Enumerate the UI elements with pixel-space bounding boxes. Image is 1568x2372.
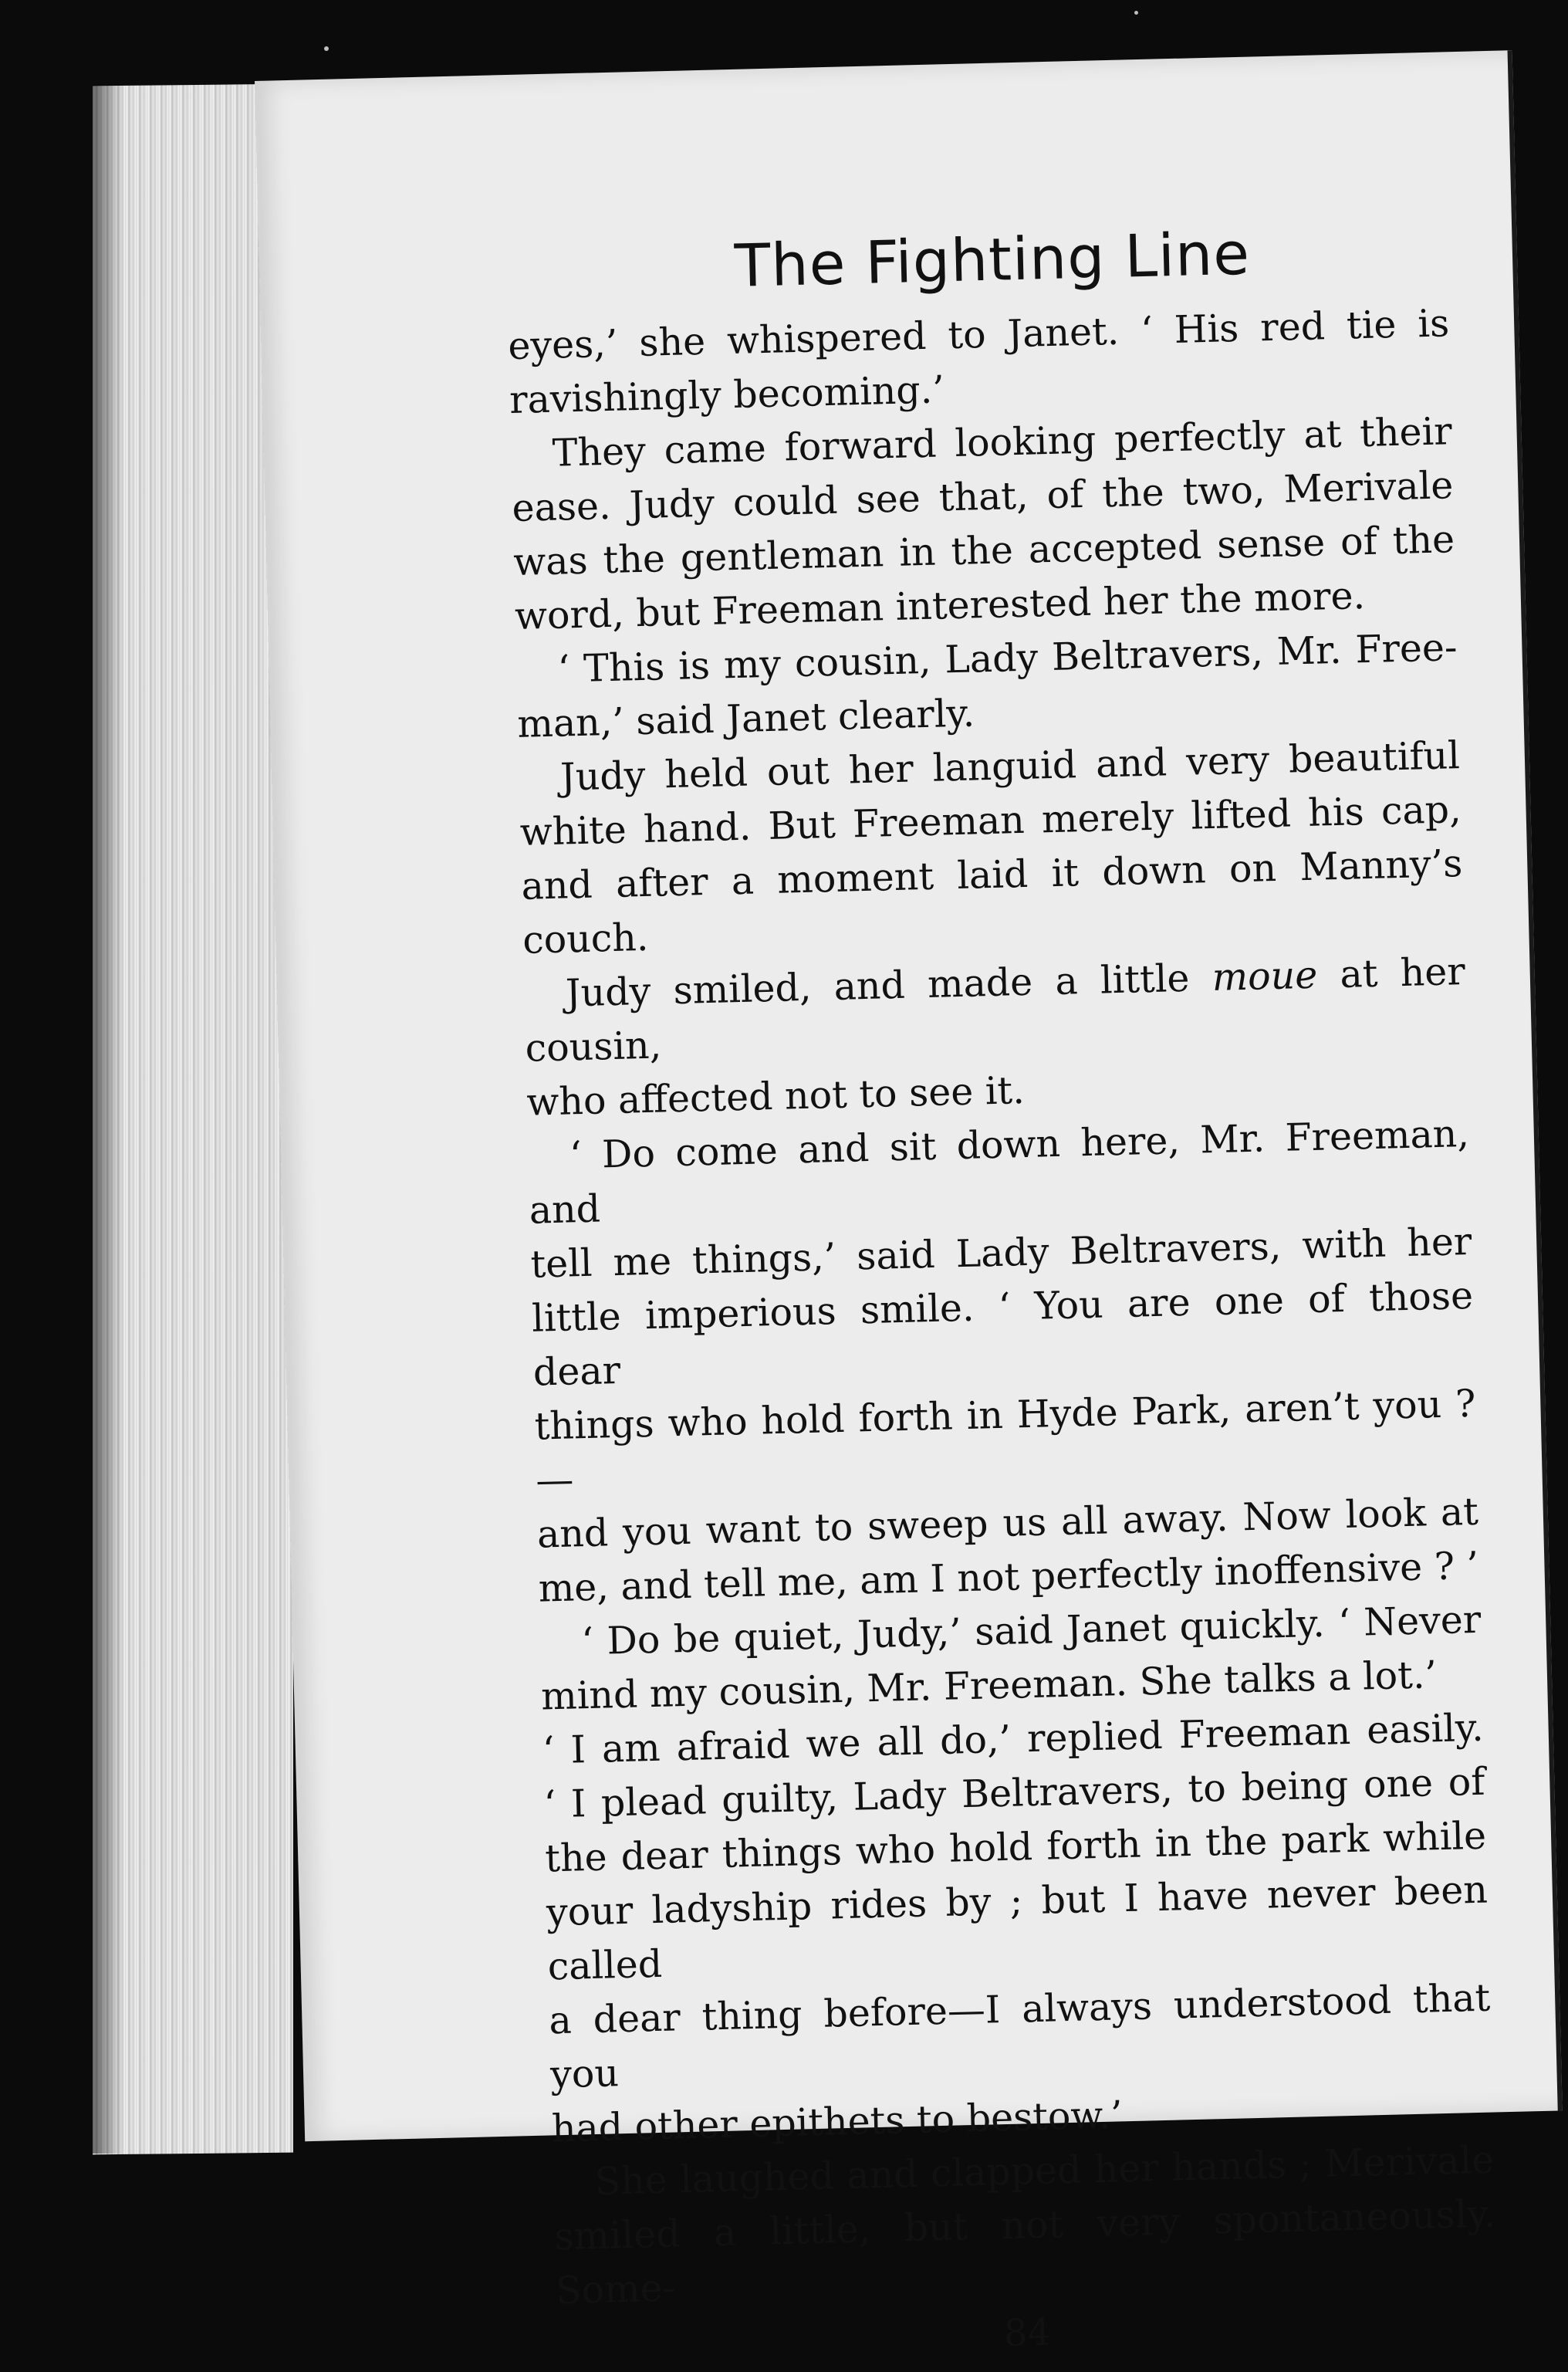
page-number: 84 (1003, 2310, 1052, 2356)
text-line: man,’ said Janet clearly. (516, 691, 975, 746)
text-line: ease. Judy could see that, of the two, Merivale (511, 463, 1454, 531)
text-line: was the gentleman in the accepted sense of the (512, 517, 1455, 584)
italic-word: moue (1211, 953, 1318, 1000)
text-line: had other epithets to bestow.’ (551, 2093, 1124, 2151)
text-line: ‘ Do be quiet, Judy,’ said Janet quickly. ‘ Never (580, 1597, 1482, 1664)
text-line: eyes,’ she whispered to Janet. ‘ His red tie is (507, 301, 1450, 369)
text-line: ‘ This is my cousin, Lady Beltravers, Mr. Free- (557, 625, 1458, 692)
text-line: and you want to sweep us all away. Now look at (536, 1489, 1479, 1557)
text-line: ravishingly becoming.’ (509, 367, 945, 423)
paragraph (542, 1701, 1493, 2157)
body-text (508, 296, 1498, 2318)
text-line: She laughed and clapped her hands ; Merivale (593, 2137, 1495, 2205)
text-run: at her cousin, (525, 949, 1466, 1071)
text-line: and after a moment laid it down on Manny’s couch. (520, 841, 1463, 963)
page-right-edge (1508, 50, 1563, 2110)
paragraph (510, 404, 1456, 644)
text-line: your ladyship rides by ; but I have never been called (546, 1867, 1489, 1989)
dust-speck (1134, 11, 1138, 15)
text-line: things who hold forth in Hyde Park, aren’t you ?— (534, 1381, 1477, 1503)
text-line: white hand. But Freeman merely lifted his cap, (519, 787, 1462, 854)
text-run: Judy smiled, and made a little (565, 956, 1213, 1016)
book-page (255, 50, 1563, 2356)
text-line: They came forward looking perfectly at their (552, 409, 1453, 475)
page-edge-shadow (93, 85, 123, 2154)
paragraph (527, 1107, 1480, 1616)
text-line: mind my cousin, Mr. Freeman. She talks a lot.’ (540, 1653, 1438, 1719)
paragraph (518, 729, 1464, 968)
running-head: The Fighting Line (733, 218, 1251, 300)
text-line: little imperious smile. ‘ You are one of those dear (531, 1273, 1474, 1395)
paragraph (553, 2133, 1498, 2319)
text-run: who affected not to see it. (525, 1068, 1026, 1125)
text-line: ‘ Do come and sit down here, Mr. Freeman, and (529, 1111, 1470, 1233)
text-line: the dear things who hold forth in the park while (544, 1813, 1487, 1881)
text-line: ‘ I am afraid we all do,’ replied Freeman easily. (542, 1705, 1485, 1773)
paragraph (523, 945, 1468, 1130)
page-content (505, 214, 1499, 2366)
text-line: ‘ I plead guilty, Lady Beltravers, to being one of (542, 1759, 1486, 1827)
text-line: Judy held out her languid and very beautiful (559, 733, 1461, 800)
text-line: me, and tell me, am I not perfectly inoffensive ? ’ (538, 1543, 1479, 1611)
text-line: smiled a little, but not very spontaneously. Some- (553, 2191, 1496, 2313)
text-line: word, but Freeman interested her the more. (514, 574, 1366, 638)
text-line: tell me things,’ said Lady Beltravers, with her (529, 1219, 1472, 1287)
text-line: a dear thing before—I always understood that you (548, 1975, 1491, 2097)
dust-speck (324, 46, 329, 51)
